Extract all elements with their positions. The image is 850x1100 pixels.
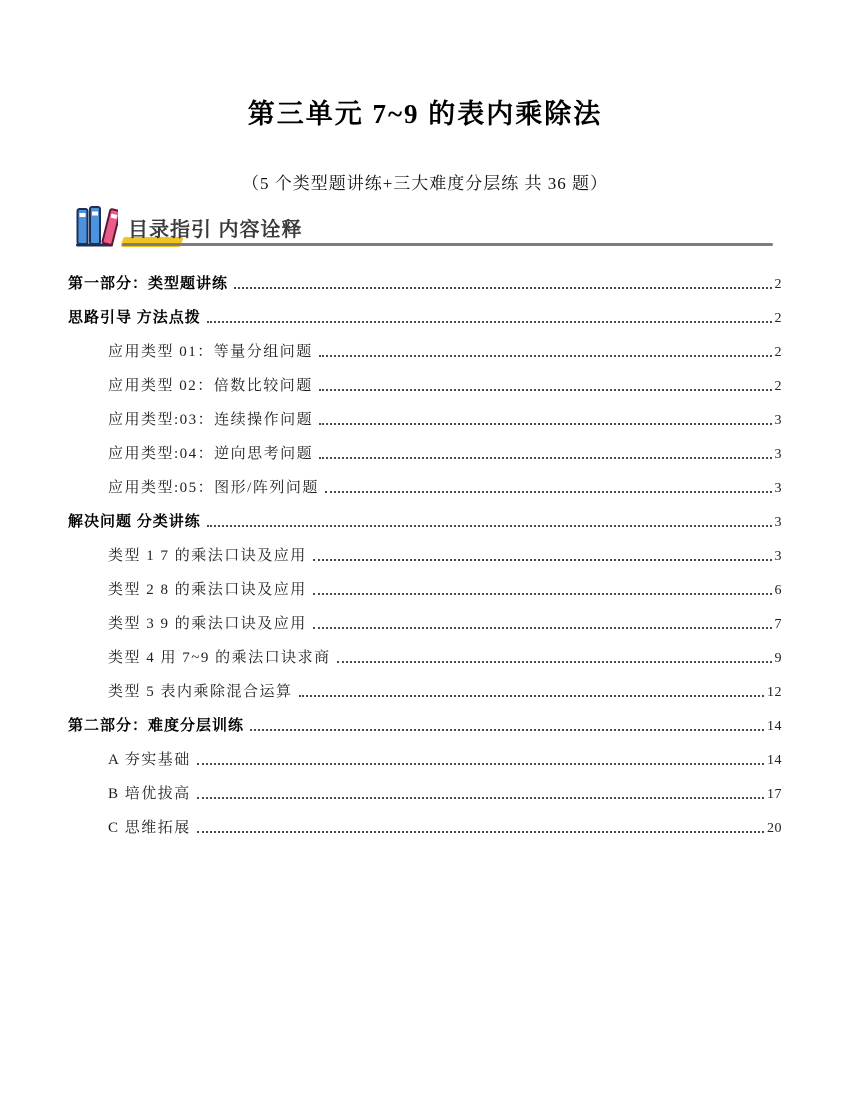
- toc-entry-label: 应用类型 01：等量分组问题: [108, 344, 313, 360]
- toc-leader-dots: [319, 355, 772, 357]
- banner-title-wrap: [122, 208, 776, 248]
- toc-entry[interactable]: [68, 500, 782, 534]
- toc-entry[interactable]: [68, 670, 782, 704]
- toc-entry-label: C 思维拓展: [108, 820, 191, 836]
- toc-leader-dots: [313, 559, 772, 561]
- toc-leader-dots: [319, 389, 772, 391]
- toc-entry[interactable]: [68, 296, 782, 330]
- toc-entry[interactable]: [68, 330, 782, 364]
- toc-entry-label: 类型 4 用 7~9 的乘法口诀求商: [108, 650, 331, 666]
- toc-page-number: 3: [774, 515, 782, 530]
- toc-entry[interactable]: [68, 772, 782, 806]
- toc-page-number: 3: [774, 447, 782, 462]
- toc-page-number: 2: [774, 311, 782, 326]
- toc-entry[interactable]: [68, 738, 782, 772]
- toc-list: [68, 262, 782, 840]
- toc-leader-dots: [337, 661, 772, 663]
- toc-page-number: 3: [774, 481, 782, 496]
- toc-entry[interactable]: [68, 466, 782, 500]
- toc-leader-dots: [197, 763, 764, 765]
- banner-label: 目录指引 内容诠释: [128, 219, 303, 241]
- page-title: 第三单元 7~9 的表内乘除法: [247, 99, 603, 129]
- toc-leader-dots: [197, 797, 764, 799]
- toc-section-banner: [76, 200, 776, 248]
- toc-page-number: 14: [767, 719, 782, 734]
- toc-entry-label: 第一部分：类型题讲练: [68, 276, 229, 292]
- toc-entry[interactable]: [68, 568, 782, 602]
- toc-leader-dots: [207, 525, 772, 527]
- toc-entry-label: 第二部分：难度分层训练: [68, 718, 245, 734]
- toc-entry-label: 类型 2 8 的乘法口诀及应用: [108, 582, 307, 598]
- toc-page-number: 2: [774, 277, 782, 292]
- toc-leader-dots: [313, 627, 772, 629]
- toc-entry-label: 类型 3 9 的乘法口诀及应用: [108, 616, 307, 632]
- toc-page-number: 2: [774, 345, 782, 360]
- toc-entry-label: 类型 1 7 的乘法口诀及应用: [108, 548, 307, 564]
- toc-page-number: 17: [767, 787, 782, 802]
- toc-entry-label: 解决问题 分类讲练: [68, 514, 201, 530]
- page-subtitle: （5 个类型题讲练+三大难度分层练 共 36 题）: [241, 174, 609, 193]
- toc-leader-dots: [313, 593, 772, 595]
- toc-entry-label: 应用类型:05：图形/阵列问题: [108, 480, 319, 496]
- toc-leader-dots: [250, 729, 764, 731]
- toc-entry-label: 应用类型:04：逆向思考问题: [108, 446, 314, 462]
- toc-leader-dots: [299, 695, 764, 697]
- toc-entry[interactable]: [68, 704, 782, 738]
- toc-entry[interactable]: [68, 398, 782, 432]
- toc-entry-label: 思路引导 方法点拨: [68, 310, 201, 326]
- toc-entry[interactable]: [68, 364, 782, 398]
- toc-page-number: 3: [774, 549, 782, 564]
- toc-leader-dots: [319, 457, 771, 459]
- banner-rule-line: [122, 243, 773, 246]
- toc-entry-label: 应用类型 02：倍数比较问题: [108, 378, 313, 394]
- toc-entry-label: 类型 5 表内乘除混合运算: [108, 684, 293, 700]
- toc-entry[interactable]: [68, 806, 782, 840]
- toc-page-number: 2: [774, 379, 782, 394]
- toc-page-number: 9: [774, 651, 782, 666]
- toc-leader-dots: [325, 491, 772, 493]
- toc-entry[interactable]: [68, 636, 782, 670]
- toc-entry[interactable]: [68, 432, 782, 466]
- toc-page-number: 6: [774, 583, 782, 598]
- toc-page-number: 20: [767, 821, 782, 836]
- toc-leader-dots: [234, 287, 771, 289]
- toc-leader-dots: [207, 321, 772, 323]
- toc-entry-label: B 培优拔高: [108, 786, 191, 802]
- toc-page-number: 3: [774, 413, 782, 428]
- toc-entry-label: A 夯实基础: [108, 752, 191, 768]
- toc-entry[interactable]: [68, 534, 782, 568]
- toc-entry[interactable]: [68, 262, 782, 296]
- toc-page-number: 7: [774, 617, 782, 632]
- toc-leader-dots: [197, 831, 764, 833]
- books-icon: [76, 202, 118, 248]
- toc-entry[interactable]: [68, 602, 782, 636]
- toc-page-number: 12: [767, 685, 782, 700]
- toc-leader-dots: [319, 423, 771, 425]
- toc-page-number: 14: [767, 753, 782, 768]
- toc-entry-label: 应用类型:03：连续操作问题: [108, 412, 314, 428]
